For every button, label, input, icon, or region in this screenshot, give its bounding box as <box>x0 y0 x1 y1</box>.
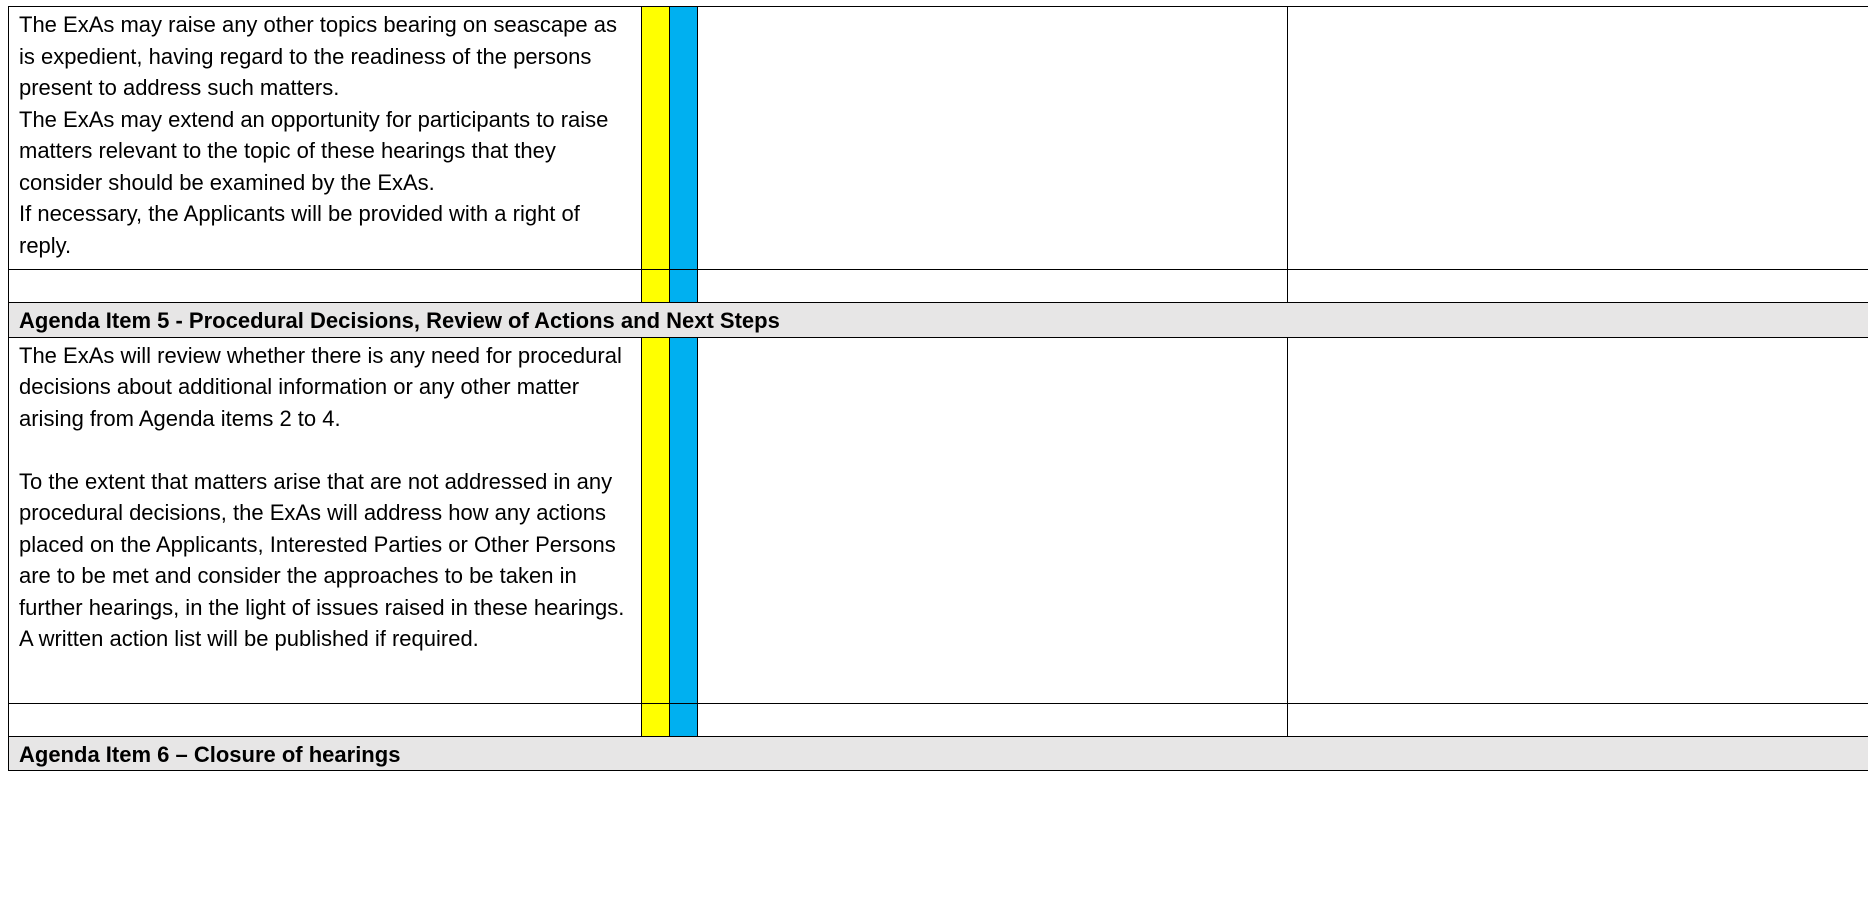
blue-column-cell <box>670 270 698 303</box>
notes-cell <box>698 337 1288 703</box>
agenda-item-heading: Agenda Item 5 - Procedural Decisions, Review of Actions and Next Steps <box>9 303 1868 338</box>
table-row <box>9 303 1868 338</box>
agenda-item-heading: Agenda Item 6 – Closure of hearings <box>9 736 1868 771</box>
empty-cell <box>1288 703 1868 736</box>
paragraph: To the extent that matters arise that are not addressed in any procedural decisions, the ExAs will address how any actions placed on the Applicants, Interested Parties or Other Persons are to be met and consider the approaches to be taken in further hearings, in the light of issues raised in these hearings. A written action list will be published if required. <box>19 468 625 651</box>
empty-cell <box>698 703 1288 736</box>
paragraph: If necessary, the Applicants will be provided with a right of reply. <box>19 201 580 258</box>
agenda-text-cell <box>9 337 642 703</box>
blue-column-cell <box>670 337 698 703</box>
notes-cell <box>1288 7 1868 270</box>
notes-cell <box>1288 337 1868 703</box>
blue-column-cell <box>670 703 698 736</box>
yellow-column-cell <box>642 7 670 270</box>
table-row <box>9 736 1868 771</box>
paragraph: The ExAs may extend an opportunity for participants to raise matters relevant to the topic of these hearings that they consider should be examined by the ExAs. <box>19 106 609 195</box>
agenda-table <box>8 6 1868 771</box>
table-row <box>9 7 1868 270</box>
empty-cell <box>9 270 642 303</box>
empty-cell <box>698 270 1288 303</box>
yellow-column-cell <box>642 337 670 703</box>
paragraph-gap <box>19 434 631 466</box>
paragraph: The ExAs will review whether there is any need for procedural decisions about additional information or any other matter arising from Agenda items 2 to 4. <box>19 342 622 431</box>
yellow-column-cell <box>642 270 670 303</box>
table-row <box>9 703 1868 736</box>
yellow-column-cell <box>642 703 670 736</box>
empty-cell <box>1288 270 1868 303</box>
paragraph: The ExAs may raise any other topics bearing on seascape as is expedient, having regard to the readiness of the persons present to address such matters. <box>19 12 617 100</box>
table-row <box>9 270 1868 303</box>
empty-cell <box>9 703 642 736</box>
agenda-text-cell <box>9 7 642 270</box>
notes-cell <box>698 7 1288 270</box>
blue-column-cell <box>670 7 698 270</box>
table-row <box>9 337 1868 703</box>
